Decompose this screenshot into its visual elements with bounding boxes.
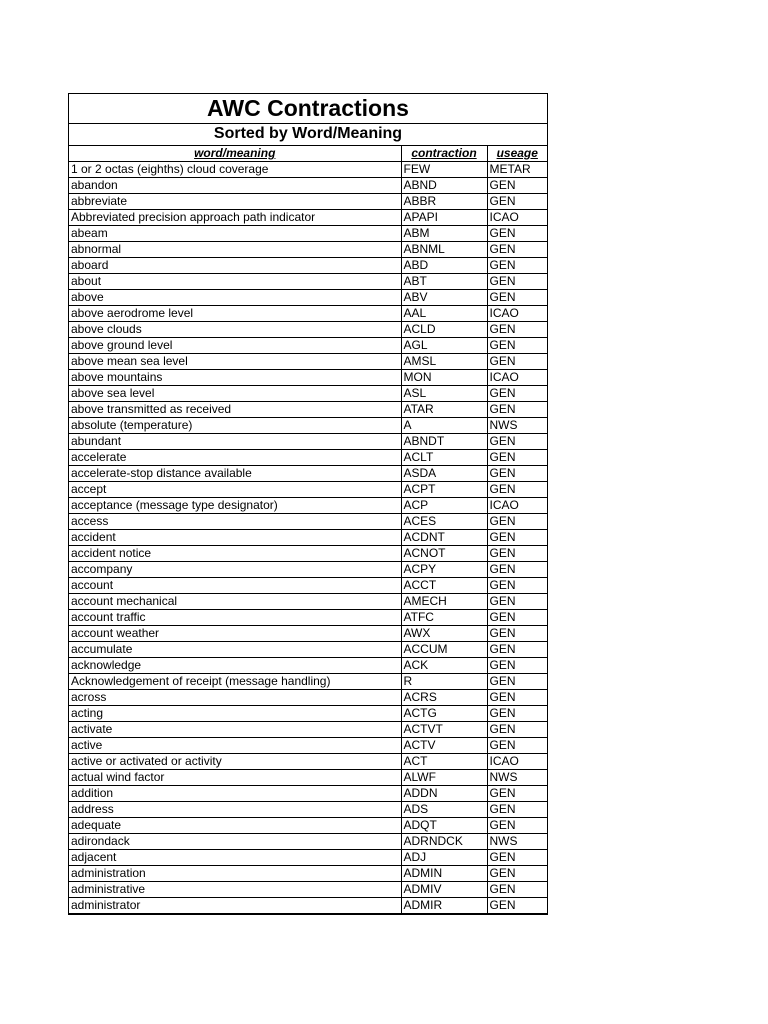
cell-contraction: ADJ [401, 850, 487, 866]
cell-contraction: ACK [401, 658, 487, 674]
cell-contraction: ACTV [401, 738, 487, 754]
cell-useage: ICAO [487, 306, 547, 322]
cell-useage: GEN [487, 258, 547, 274]
cell-word-meaning: above transmitted as received [69, 402, 401, 418]
table-row [69, 162, 547, 178]
cell-word-meaning: adjacent [69, 850, 401, 866]
cell-word-meaning: addition [69, 786, 401, 802]
cell-word-meaning: account traffic [69, 610, 401, 626]
cell-useage: GEN [487, 514, 547, 530]
cell-useage: GEN [487, 242, 547, 258]
cell-contraction: ABM [401, 226, 487, 242]
cell-contraction: ABBR [401, 194, 487, 210]
cell-word-meaning: above clouds [69, 322, 401, 338]
cell-useage: GEN [487, 626, 547, 642]
cell-contraction: ABND [401, 178, 487, 194]
cell-contraction: MON [401, 370, 487, 386]
cell-word-meaning: abnormal [69, 242, 401, 258]
cell-contraction: ACDNT [401, 530, 487, 546]
cell-word-meaning: accept [69, 482, 401, 498]
cell-contraction: ABNDT [401, 434, 487, 450]
cell-contraction: ADRNDCK [401, 834, 487, 850]
cell-useage: GEN [487, 322, 547, 338]
cell-contraction: ACRS [401, 690, 487, 706]
cell-word-meaning: above sea level [69, 386, 401, 402]
table-row [69, 274, 547, 290]
cell-contraction: ACTG [401, 706, 487, 722]
cell-contraction: AMSL [401, 354, 487, 370]
cell-contraction: FEW [401, 162, 487, 178]
cell-contraction: ACNOT [401, 546, 487, 562]
cell-word-meaning: accelerate [69, 450, 401, 466]
table-row [69, 546, 547, 562]
cell-word-meaning: 1 or 2 octas (eighths) cloud coverage [69, 162, 401, 178]
cell-word-meaning: administrator [69, 898, 401, 914]
cell-useage: GEN [487, 546, 547, 562]
cell-useage: GEN [487, 274, 547, 290]
cell-contraction: ACCT [401, 578, 487, 594]
cell-useage: GEN [487, 194, 547, 210]
cell-useage: NWS [487, 418, 547, 434]
cell-contraction: ACLT [401, 450, 487, 466]
cell-word-meaning: account weather [69, 626, 401, 642]
table-row [69, 418, 547, 434]
cell-useage: GEN [487, 898, 547, 914]
table-row [69, 754, 547, 770]
cell-useage: GEN [487, 850, 547, 866]
cell-contraction: ACLD [401, 322, 487, 338]
cell-contraction: ACT [401, 754, 487, 770]
cell-contraction: ALWF [401, 770, 487, 786]
table-row [69, 738, 547, 754]
cell-contraction: ATFC [401, 610, 487, 626]
cell-word-meaning: above mountains [69, 370, 401, 386]
table-row [69, 642, 547, 658]
cell-useage: GEN [487, 738, 547, 754]
cell-contraction: ABD [401, 258, 487, 274]
table-header-row [69, 146, 547, 162]
cell-useage: GEN [487, 722, 547, 738]
cell-useage: GEN [487, 690, 547, 706]
cell-contraction: AAL [401, 306, 487, 322]
table-row [69, 866, 547, 882]
cell-word-meaning: above [69, 290, 401, 306]
cell-useage: GEN [487, 226, 547, 242]
cell-useage: GEN [487, 866, 547, 882]
cell-useage: ICAO [487, 498, 547, 514]
cell-contraction: APAPI [401, 210, 487, 226]
table-row [69, 290, 547, 306]
cell-word-meaning: accelerate-stop distance available [69, 466, 401, 482]
page-title: AWC Contractions [69, 94, 547, 124]
table-row [69, 386, 547, 402]
cell-useage: GEN [487, 386, 547, 402]
table-row [69, 402, 547, 418]
cell-contraction: ADS [401, 802, 487, 818]
table-row [69, 498, 547, 514]
cell-useage: GEN [487, 178, 547, 194]
table-row [69, 610, 547, 626]
cell-word-meaning: administrative [69, 882, 401, 898]
table-row [69, 242, 547, 258]
cell-useage: GEN [487, 402, 547, 418]
cell-useage: GEN [487, 562, 547, 578]
cell-word-meaning: aboard [69, 258, 401, 274]
cell-contraction: ASL [401, 386, 487, 402]
table-row [69, 338, 547, 354]
cell-word-meaning: accident [69, 530, 401, 546]
cell-word-meaning: above aerodrome level [69, 306, 401, 322]
table-row [69, 514, 547, 530]
cell-contraction: ASDA [401, 466, 487, 482]
table-row [69, 306, 547, 322]
table-row [69, 322, 547, 338]
cell-word-meaning: administration [69, 866, 401, 882]
table-row [69, 466, 547, 482]
cell-word-meaning: absolute (temperature) [69, 418, 401, 434]
cell-contraction: ADMIR [401, 898, 487, 914]
cell-useage: GEN [487, 466, 547, 482]
cell-contraction: ADMIN [401, 866, 487, 882]
table-row [69, 770, 547, 786]
cell-useage: GEN [487, 530, 547, 546]
cell-contraction: A [401, 418, 487, 434]
table-row [69, 594, 547, 610]
cell-contraction: ACTVT [401, 722, 487, 738]
cell-useage: ICAO [487, 370, 547, 386]
cell-word-meaning: acceptance (message type designator) [69, 498, 401, 514]
cell-useage: GEN [487, 354, 547, 370]
cell-contraction: AWX [401, 626, 487, 642]
header-word-meaning: word/meaning [69, 146, 401, 162]
cell-useage: GEN [487, 578, 547, 594]
table-row [69, 850, 547, 866]
cell-word-meaning: abbreviate [69, 194, 401, 210]
cell-contraction: ABNML [401, 242, 487, 258]
cell-useage: METAR [487, 162, 547, 178]
table-row [69, 562, 547, 578]
table-row [69, 674, 547, 690]
cell-word-meaning: accident notice [69, 546, 401, 562]
cell-contraction: ADMIV [401, 882, 487, 898]
header-contraction: contraction [401, 146, 487, 162]
cell-word-meaning: above ground level [69, 338, 401, 354]
cell-word-meaning: abundant [69, 434, 401, 450]
cell-useage: GEN [487, 290, 547, 306]
cell-word-meaning: access [69, 514, 401, 530]
cell-word-meaning: acting [69, 706, 401, 722]
contractions-sheet [68, 93, 548, 915]
cell-useage: GEN [487, 658, 547, 674]
table-row [69, 354, 547, 370]
cell-contraction: AGL [401, 338, 487, 354]
table-row [69, 194, 547, 210]
cell-contraction: ABT [401, 274, 487, 290]
cell-word-meaning: Acknowledgement of receipt (message handling) [69, 674, 401, 690]
cell-word-meaning: abandon [69, 178, 401, 194]
table-row [69, 802, 547, 818]
cell-word-meaning: above mean sea level [69, 354, 401, 370]
cell-contraction: ACPY [401, 562, 487, 578]
cell-word-meaning: accompany [69, 562, 401, 578]
cell-useage: GEN [487, 594, 547, 610]
cell-word-meaning: Abbreviated precision approach path indicator [69, 210, 401, 226]
table-row [69, 370, 547, 386]
cell-word-meaning: account mechanical [69, 594, 401, 610]
cell-contraction: ATAR [401, 402, 487, 418]
cell-word-meaning: across [69, 690, 401, 706]
table-row [69, 210, 547, 226]
header-useage: useage [487, 146, 547, 162]
cell-contraction: ACCUM [401, 642, 487, 658]
cell-useage: GEN [487, 482, 547, 498]
table-row [69, 786, 547, 802]
cell-contraction: ACP [401, 498, 487, 514]
contractions-table [69, 146, 547, 914]
table-row [69, 690, 547, 706]
table-row [69, 722, 547, 738]
cell-word-meaning: address [69, 802, 401, 818]
cell-useage: ICAO [487, 754, 547, 770]
cell-useage: GEN [487, 450, 547, 466]
cell-useage: GEN [487, 882, 547, 898]
table-row [69, 898, 547, 914]
cell-useage: NWS [487, 770, 547, 786]
table-body [69, 162, 547, 914]
table-row [69, 818, 547, 834]
cell-useage: GEN [487, 338, 547, 354]
cell-word-meaning: actual wind factor [69, 770, 401, 786]
cell-contraction: AMECH [401, 594, 487, 610]
table-row [69, 578, 547, 594]
cell-word-meaning: account [69, 578, 401, 594]
cell-word-meaning: accumulate [69, 642, 401, 658]
cell-word-meaning: abeam [69, 226, 401, 242]
table-row [69, 178, 547, 194]
cell-word-meaning: about [69, 274, 401, 290]
table-row [69, 658, 547, 674]
cell-useage: ICAO [487, 210, 547, 226]
table-row [69, 626, 547, 642]
table-row [69, 258, 547, 274]
cell-word-meaning: acknowledge [69, 658, 401, 674]
cell-word-meaning: adequate [69, 818, 401, 834]
table-row [69, 706, 547, 722]
cell-useage: GEN [487, 610, 547, 626]
cell-useage: GEN [487, 802, 547, 818]
cell-word-meaning: active or activated or activity [69, 754, 401, 770]
cell-useage: GEN [487, 786, 547, 802]
table-row [69, 834, 547, 850]
cell-contraction: ABV [401, 290, 487, 306]
table-row [69, 530, 547, 546]
cell-useage: GEN [487, 642, 547, 658]
cell-useage: GEN [487, 434, 547, 450]
cell-contraction: R [401, 674, 487, 690]
table-row [69, 482, 547, 498]
table-row [69, 882, 547, 898]
cell-useage: NWS [487, 834, 547, 850]
cell-useage: GEN [487, 674, 547, 690]
cell-contraction: ACES [401, 514, 487, 530]
cell-word-meaning: activate [69, 722, 401, 738]
table-row [69, 434, 547, 450]
cell-word-meaning: active [69, 738, 401, 754]
cell-contraction: ACPT [401, 482, 487, 498]
table-row [69, 450, 547, 466]
cell-contraction: ADQT [401, 818, 487, 834]
cell-useage: GEN [487, 818, 547, 834]
cell-contraction: ADDN [401, 786, 487, 802]
cell-word-meaning: adirondack [69, 834, 401, 850]
cell-useage: GEN [487, 706, 547, 722]
table-row [69, 226, 547, 242]
page-subtitle: Sorted by Word/Meaning [69, 124, 547, 146]
